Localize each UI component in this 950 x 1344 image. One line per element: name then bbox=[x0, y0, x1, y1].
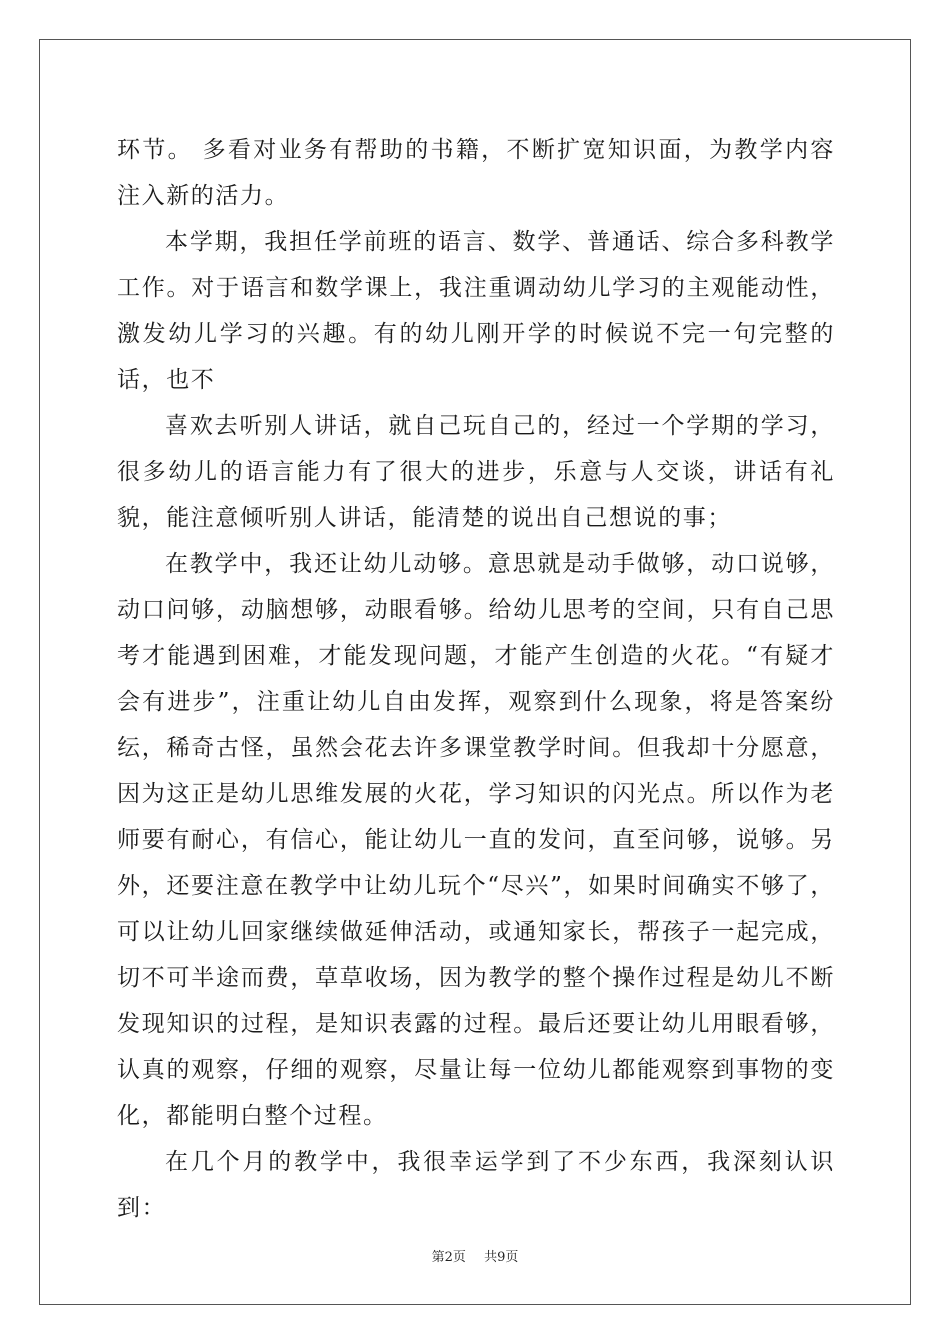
paragraph-3: 喜欢去听别人讲话，就自己玩自己的，经过一个学期的学习，很多幼儿的语言能力有了很大的进步，乐意与人交谈，讲话有礼貌，能注意倾听别人讲话，能清楚的说出自己想说的事； bbox=[117, 413, 835, 531]
page-total: 共9页 bbox=[484, 1250, 519, 1265]
paragraph-4: 在教学中，我还让幼儿动够。意思就是动手做够，动口说够，动口问够，动脑想够，动眼看够。给幼儿思考的空间，只有自己思考才能遇到困难，才能发现问题，才能产生创造的火花。“有疑才会有进步”，注重让幼儿自由发挥，观察到什么现象，将是答案纷纭，稀奇古怪，虽然会花去许多课堂教学时间。但我却十分愿意，因为这正是幼儿思维发展的火花，学习知识的闪光点。所以作为老师要有耐心，有信心，能让幼儿一直的发问，直至问够，说够。另外，还要注意在教学中让幼儿玩个“尽兴”，如果时间确实不够了，可以让幼儿回家继续做延伸活动，或通知家长，帮孩子一起完成，切不可半途而费，草草收场，因为教学的整个操作过程是幼儿不断发现知识的过程，是知识表露的过程。最后还要让幼儿用眼看够，认真的观察，仔细的观察，尽量让每一位幼儿都能观察到事物的变化，都能明白整个过程。 bbox=[117, 551, 835, 1129]
paragraph-5: 在几个月的教学中，我很幸运学到了不少东西，我深刻认识到： bbox=[117, 1149, 835, 1221]
paragraph-2: 本学期，我担任学前班的语言、数学、普通话、综合多科教学工作。对于语言和数学课上，我注重调动幼儿学习的主观能动性，激发幼儿学习的兴趣。有的幼儿刚开学的时候说不完一句完整的话，也不 bbox=[117, 229, 835, 393]
paragraph-1: 环节。 多看对业务有帮助的书籍，不断扩宽知识面，为教学内容注入新的活力。 bbox=[117, 137, 835, 209]
document-body bbox=[117, 127, 835, 1231]
page-number: 第2页 bbox=[431, 1250, 466, 1265]
page-footer bbox=[0, 1246, 950, 1265]
